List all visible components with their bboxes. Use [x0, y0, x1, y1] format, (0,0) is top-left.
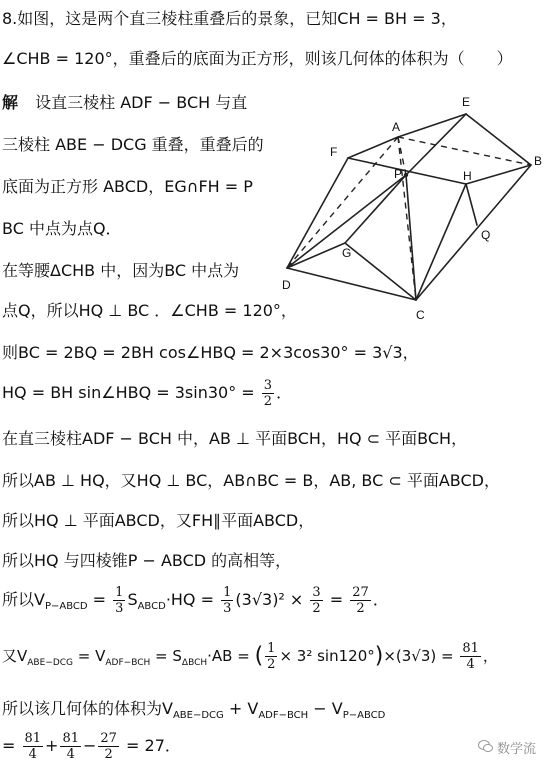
edge-HB	[466, 165, 531, 184]
solution-line-9: 在直三棱柱ADF − BCH 中，AB ⊥ 平面BCH，HQ ⊂ 平面BCH，	[2, 429, 468, 448]
edge-PG	[345, 175, 406, 243]
label-P: P	[394, 167, 403, 181]
edge-HQ	[466, 184, 477, 225]
edge-HC	[416, 184, 466, 300]
solution-line-10: 所以AB ⊥ HQ，又HQ ⊥ BC，AB∩BC = B，AB, BC ⊂ 平面ABCD，	[2, 471, 500, 490]
point-P	[404, 173, 408, 177]
label-C: C	[416, 308, 425, 322]
label-G: G	[342, 246, 352, 260]
solution-line-7: 则BC = 2BQ = 2BH cos∠HBQ = 2×3cos30° = 3√3，	[2, 343, 419, 362]
solution-line-1: 解 设直三棱柱 ADF − BCH 与直	[2, 93, 248, 112]
geometry-figure	[276, 96, 552, 326]
solution-line-2: 三棱柱 ABE − DCG 重叠，重叠后的	[2, 135, 264, 154]
label-B: B	[534, 154, 543, 168]
watermark-text: 数学流	[497, 742, 537, 757]
fraction-3-2: $\frac{3}{2}$	[263, 378, 273, 409]
solution-line-16: = $\frac{81}{4}$ + $\frac{81}{4}$ − $\frac{27}{2}$ = 27．	[2, 731, 181, 762]
label-F: F	[330, 145, 338, 159]
label-E: E	[462, 96, 471, 109]
edge-CB	[416, 165, 531, 300]
solution-line-11: 所以HQ ⊥ 平面ABCD，又FH∥平面ABCD，	[2, 511, 315, 530]
solution-line-13: 所以$V_{P-ABCD}$ = $\frac{1}{3}$ $S_{ABCD}\cdot HQ$ = $\frac{1}{3}$ (3√3)² × $\frac{3}{2}$ = $\frac{27}{2}$ ．	[2, 585, 389, 616]
edge-AB-hidden	[398, 137, 531, 165]
label-Q: Q	[481, 228, 491, 242]
solution-line-3: 底面为正方形 ABCD，EG∩FH = P	[2, 177, 253, 196]
problem-line-2: ∠CHB = 120°，重叠后的底面为正方形，则该几何体的体积为（ ）	[2, 49, 513, 68]
solution-line-12: 所以HQ 与四棱锥P − ABCD 的高相等，	[2, 551, 292, 570]
label-H: H	[463, 169, 472, 183]
label-A: A	[392, 120, 401, 134]
wechat-icon	[478, 739, 493, 753]
solution-line-14: 又$V_{ABE-DCG} = V_{ADF-BCH} = S_{\Delta BCH}\cdot AB$ = ( $\frac{1}{2}$ × 3² sin120°)×(3√3) = $\frac{81}{4}$ ，	[2, 641, 498, 672]
solution-line-8: HQ = BH sin∠HBQ = 3sin30° = $\frac{3}{2}$ ．	[2, 378, 293, 409]
solution-line-5: 在等腰ΔCHB 中，因为BC 中点为	[2, 261, 240, 280]
edge-EB	[466, 114, 531, 165]
edge-DG	[287, 243, 345, 268]
edge-FD	[287, 158, 348, 268]
solution-line-6: 点Q，所以HQ ⊥ BC ．∠CHB = 120°，	[2, 301, 297, 320]
problem-line-1: 8.如图，这是两个直三棱柱重叠后的景象，已知CH = BH = 3，	[2, 9, 457, 28]
label-D: D	[282, 278, 291, 292]
solution-line-4: BC 中点为点Q．	[2, 219, 122, 238]
solution-line-15: 所以该几何体的体积为$V_{ABE-DCG} + V_{ADF-BCH} - V_{P-ABCD}$	[2, 699, 386, 722]
solution-label: 解	[2, 93, 19, 112]
edge-FA	[348, 137, 398, 158]
